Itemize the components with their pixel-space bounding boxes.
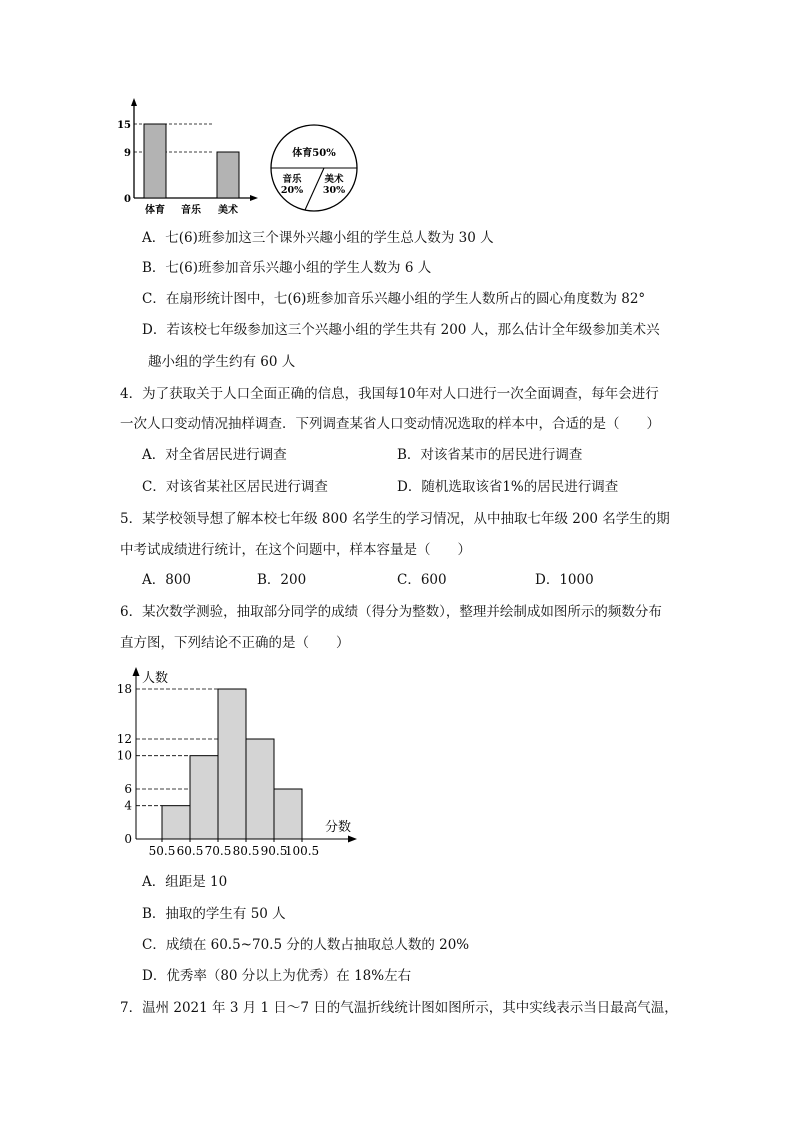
y-axis-label: 人数 [142, 671, 169, 686]
score-histogram [110, 662, 370, 862]
q6-option-b: B．抽取的学生有 50 人 [142, 906, 286, 922]
q3-option-d-continued: 趣小组的学生约有 60 人 [148, 354, 296, 370]
y-tick-15: 15 [117, 120, 131, 131]
pie-label-art: 美术 [324, 174, 344, 185]
q5-option-a: A．800 [142, 572, 192, 588]
x-label-art: 美术 [218, 205, 238, 216]
q3-option-b: B．七(6)班参加音乐兴趣小组的学生人数为 6 人 [142, 260, 432, 276]
x-tick-label-4: 90.5 [260, 844, 288, 858]
q5-option-b: B．200 [257, 572, 307, 588]
pie-pct-art: 30% [322, 185, 346, 196]
histogram-bar-4 [274, 789, 302, 839]
q4-option-c: C．对该省某社区居民进行调查 [142, 479, 328, 495]
x-tick-label-0: 50.5 [148, 844, 176, 858]
pie-pct-music: 20% [280, 185, 304, 196]
y-tick-label-3: 10 [116, 748, 132, 763]
x-axis-label: 分数 [325, 820, 352, 835]
q4-stem-line2: 一次人口变动情况抽样调查．下列调查某省人口变动情况选取的样本中，合适的是（ ） [120, 416, 660, 432]
y-tick-label-5: 18 [116, 682, 132, 696]
y-tick-label-0: 0 [124, 832, 132, 846]
y-tick-9: 9 [124, 148, 131, 159]
y-tick-label-2: 6 [124, 782, 132, 796]
q5-stem-line1: 5．某学校领导想了解本校七年级 800 名学生的学习情况，从中抽取七年级 200 名学生的期 [120, 511, 670, 527]
x-tick-label-5: 100.5 [284, 844, 320, 858]
histogram-bar-1 [190, 756, 218, 839]
histogram-bar-3 [246, 739, 274, 839]
q5-option-c: C．600 [397, 572, 447, 588]
pie-label-music: 音乐 [282, 174, 302, 185]
y-tick-label-4: 12 [116, 732, 132, 746]
histogram-bar-0 [162, 806, 190, 839]
y-tick-0: 0 [124, 194, 131, 205]
bar-art [217, 152, 239, 198]
q3-option-a: A．七(6)班参加这三个课外兴趣小组的学生总人数为 30 人 [142, 230, 494, 246]
x-tick-label-2: 70.5 [204, 844, 232, 858]
y-tick-label-1: 4 [124, 798, 132, 813]
bar-sports [144, 124, 166, 198]
q5-stem-line2: 中考试成绩进行统计，在这个问题中，样本容量是（ ） [120, 542, 471, 558]
histogram-bar-2 [218, 689, 246, 839]
interest-group-pie-chart [264, 122, 364, 218]
q4-option-d: D．随机选取该省1%的居民进行调查 [397, 479, 619, 495]
q5-option-d: D．1000 [535, 572, 594, 588]
q4-stem-line1: 4．为了获取关于人口全面正确的信息，我国每10年对人口进行一次全面调查，每年会进行 [120, 386, 659, 402]
q6-option-c: C．成绩在 60.5~70.5 分的人数占抽取总人数的 20% [142, 937, 470, 953]
x-tick-label-3: 80.5 [232, 844, 260, 858]
q6-stem-line1: 6．某次数学测验，抽取部分同学的成绩（得分为整数），整理并绘制成如图所示的频数分布 [120, 604, 662, 620]
x-label-music: 音乐 [181, 205, 201, 216]
q6-stem-line2: 直方图，下列结论不正确的是（ ） [120, 635, 350, 651]
x-label-sports: 体育 [145, 205, 165, 216]
q7-stem-line1: 7．温州 2021 年 3 月 1 日～7 日的气温折线统计图如图所示，其中实线表示当日最高气温， [120, 1000, 678, 1016]
q3-option-d: D．若该校七年级参加这三个兴趣小组的学生共有 200 人，那么估计全年级参加美术兴 [142, 322, 660, 338]
q4-option-b: B．对该省某市的居民进行调查 [397, 447, 583, 463]
q6-option-a: A．组距是 10 [142, 874, 228, 890]
q6-option-d: D．优秀率（80 分以上为优秀）在 18%左右 [142, 968, 412, 984]
x-tick-label-1: 60.5 [176, 844, 204, 858]
interest-group-bar-chart [110, 96, 260, 221]
q4-option-a: A．对全省居民进行调查 [142, 447, 287, 463]
q3-option-c: C．在扇形统计图中，七(6)班参加音乐兴趣小组的学生人数所占的圆心角度数为 82° [142, 291, 646, 307]
pie-label-sports: 体育50% [292, 148, 336, 159]
